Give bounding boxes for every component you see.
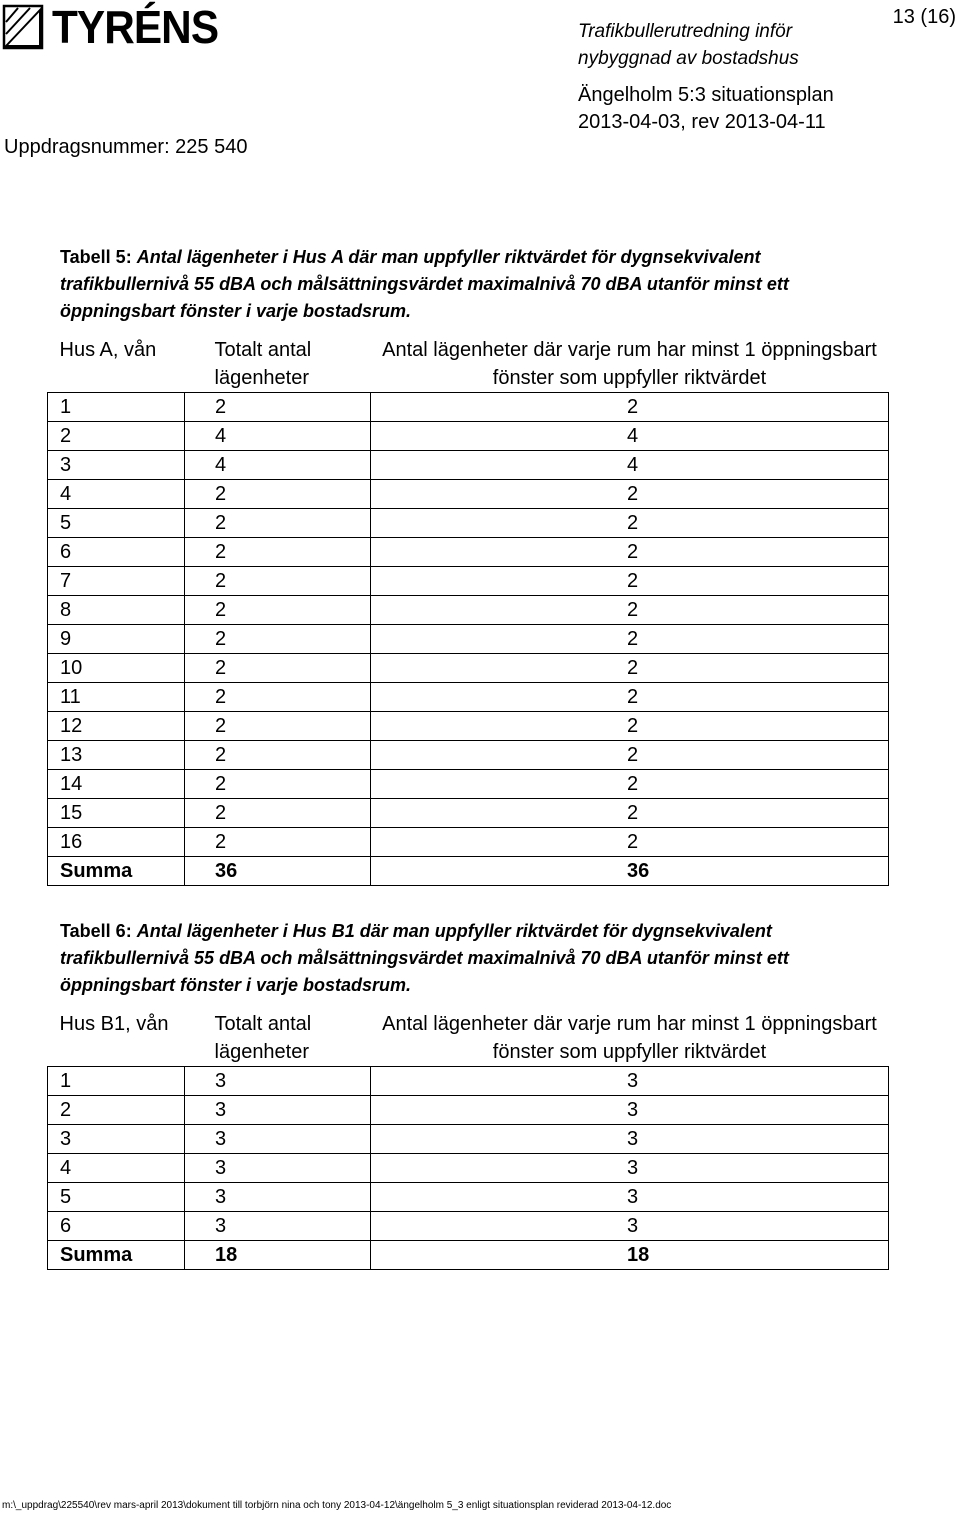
cell-compliant: 2: [371, 828, 889, 857]
table-row: [48, 683, 889, 712]
cell-total: 3: [185, 1183, 371, 1212]
header-floor: Hus B1, vån: [48, 1008, 185, 1067]
cell-floor: 10: [48, 654, 185, 683]
cell-compliant: 2: [371, 480, 889, 509]
table-row: [48, 1067, 889, 1096]
cell-floor: 6: [48, 538, 185, 567]
table-row: [48, 422, 889, 451]
cell-total: 2: [185, 567, 371, 596]
cell-compliant: 3: [371, 1125, 889, 1154]
table-row: [48, 741, 889, 770]
cell-floor: 1: [48, 1067, 185, 1096]
cell-floor: 16: [48, 828, 185, 857]
header-compliant-apartments: Antal lägenheter där varje rum har minst 1 öppningsbart fönster som uppfyller riktvärdet: [371, 334, 889, 393]
document-header: [578, 18, 834, 136]
cell-compliant: 2: [371, 596, 889, 625]
table-sum-row: [48, 1241, 889, 1270]
cell-total: 3: [185, 1067, 371, 1096]
file-path-footer: m:\_uppdrag\225540\rev mars-april 2013\dokument till torbjörn nina och tony 2013-04-12\ängelholm 5_3 enligt situationsplan reviderad 2013-04-12.doc: [2, 1500, 672, 1511]
sum-label: Summa: [48, 857, 185, 886]
table6-caption-text: Antal lägenheter i Hus B1 där man uppfyller riktvärdet för dygnsekvivalent trafikbullernivå 55 dBA och målsättningsvärdet maximalnivå 70 dBA utanför minst ett öppningsbart fönster i varje bostadsrum.: [60, 921, 789, 995]
cell-floor: 2: [48, 1096, 185, 1125]
table-row: [48, 538, 889, 567]
cell-total: 2: [185, 393, 371, 422]
table-row: [48, 480, 889, 509]
table5: [47, 334, 889, 886]
cell-compliant: 2: [371, 654, 889, 683]
cell-compliant: 3: [371, 1154, 889, 1183]
table-row: [48, 625, 889, 654]
cell-floor: 9: [48, 625, 185, 654]
table5-caption-text: Antal lägenheter i Hus A där man uppfyller riktvärdet för dygnsekvivalent trafikbullernivå 55 dBA och målsättningsvärdet maximalnivå 70 dBA utanför minst ett öppningsbart fönster i varje bostadsrum.: [60, 247, 789, 321]
cell-compliant: 2: [371, 625, 889, 654]
table-row: [48, 567, 889, 596]
cell-compliant: 2: [371, 538, 889, 567]
cell-floor: 8: [48, 596, 185, 625]
cell-total: 2: [185, 741, 371, 770]
cell-compliant: 2: [371, 509, 889, 538]
doc-title-line2: nybyggnad av bostadshus: [578, 48, 799, 69]
cell-floor: 4: [48, 480, 185, 509]
table-row: [48, 1125, 889, 1154]
table6-caption-label: Tabell 6:: [60, 921, 132, 941]
cell-compliant: 2: [371, 567, 889, 596]
table-header-row: [48, 334, 889, 393]
cell-floor: 15: [48, 799, 185, 828]
cell-floor: 12: [48, 712, 185, 741]
tyrens-logo-icon: [2, 4, 44, 50]
table-row: [48, 1183, 889, 1212]
cell-total: 2: [185, 509, 371, 538]
table-sum-row: [48, 857, 889, 886]
cell-total: 2: [185, 828, 371, 857]
cell-floor: 1: [48, 393, 185, 422]
sum-total: 18: [185, 1241, 371, 1270]
cell-total: 3: [185, 1125, 371, 1154]
cell-compliant: 3: [371, 1067, 889, 1096]
table-row: [48, 1154, 889, 1183]
cell-total: 3: [185, 1212, 371, 1241]
cell-compliant: 2: [371, 393, 889, 422]
cell-total: 2: [185, 596, 371, 625]
sum-label: Summa: [48, 1241, 185, 1270]
table-row: [48, 451, 889, 480]
cell-compliant: 2: [371, 683, 889, 712]
table-row: [48, 654, 889, 683]
header-total-apartments: Totalt antal lägenheter: [185, 1008, 371, 1067]
cell-total: 4: [185, 451, 371, 480]
cell-floor: 14: [48, 770, 185, 799]
table6-caption: [60, 918, 880, 999]
sum-total: 36: [185, 857, 371, 886]
cell-floor: 7: [48, 567, 185, 596]
cell-total: 4: [185, 422, 371, 451]
assignment-number: Uppdragsnummer: 225 540: [4, 136, 248, 158]
header-total-apartments: Totalt antal lägenheter: [185, 334, 371, 393]
cell-total: 3: [185, 1096, 371, 1125]
cell-compliant: 3: [371, 1183, 889, 1212]
cell-total: 2: [185, 654, 371, 683]
cell-total: 2: [185, 683, 371, 712]
cell-floor: 5: [48, 1183, 185, 1212]
cell-floor: 3: [48, 1125, 185, 1154]
cell-floor: 5: [48, 509, 185, 538]
cell-compliant: 2: [371, 741, 889, 770]
table-row: [48, 393, 889, 422]
table6: [47, 1008, 889, 1270]
cell-floor: 11: [48, 683, 185, 712]
table-header-row: [48, 1008, 889, 1067]
cell-compliant: 2: [371, 799, 889, 828]
cell-total: 2: [185, 538, 371, 567]
table-row: [48, 828, 889, 857]
cell-floor: 13: [48, 741, 185, 770]
project-name: Ängelholm 5:3 situationsplan: [578, 84, 834, 106]
cell-total: 2: [185, 799, 371, 828]
table5-caption-label: Tabell 5:: [60, 247, 132, 267]
document-date: 2013-04-03, rev 2013-04-11: [578, 111, 826, 133]
table-row: [48, 799, 889, 828]
table-row: [48, 596, 889, 625]
cell-total: 2: [185, 625, 371, 654]
cell-compliant: 4: [371, 422, 889, 451]
cell-floor: 2: [48, 422, 185, 451]
cell-floor: 3: [48, 451, 185, 480]
header-floor: Hus A, vån: [48, 334, 185, 393]
table5-caption: [60, 244, 880, 325]
cell-total: 2: [185, 770, 371, 799]
logo-wordmark: TYRÉNS: [52, 1, 219, 53]
doc-title-line1: Trafikbullerutredning inför: [578, 21, 793, 42]
cell-compliant: 2: [371, 770, 889, 799]
cell-floor: 4: [48, 1154, 185, 1183]
cell-compliant: 3: [371, 1096, 889, 1125]
sum-compliant: 36: [371, 857, 889, 886]
header-compliant-apartments: Antal lägenheter där varje rum har minst 1 öppningsbart fönster som uppfyller riktvärdet: [371, 1008, 889, 1067]
cell-total: 3: [185, 1154, 371, 1183]
cell-total: 2: [185, 480, 371, 509]
table-row: [48, 1212, 889, 1241]
cell-total: 2: [185, 712, 371, 741]
cell-compliant: 2: [371, 712, 889, 741]
page-number: 13 (16): [892, 6, 956, 28]
cell-floor: 6: [48, 1212, 185, 1241]
table-row: [48, 509, 889, 538]
table-row: [48, 770, 889, 799]
cell-compliant: 3: [371, 1212, 889, 1241]
table-row: [48, 1096, 889, 1125]
table-row: [48, 712, 889, 741]
company-logo: [2, 1, 233, 53]
cell-compliant: 4: [371, 451, 889, 480]
sum-compliant: 18: [371, 1241, 889, 1270]
